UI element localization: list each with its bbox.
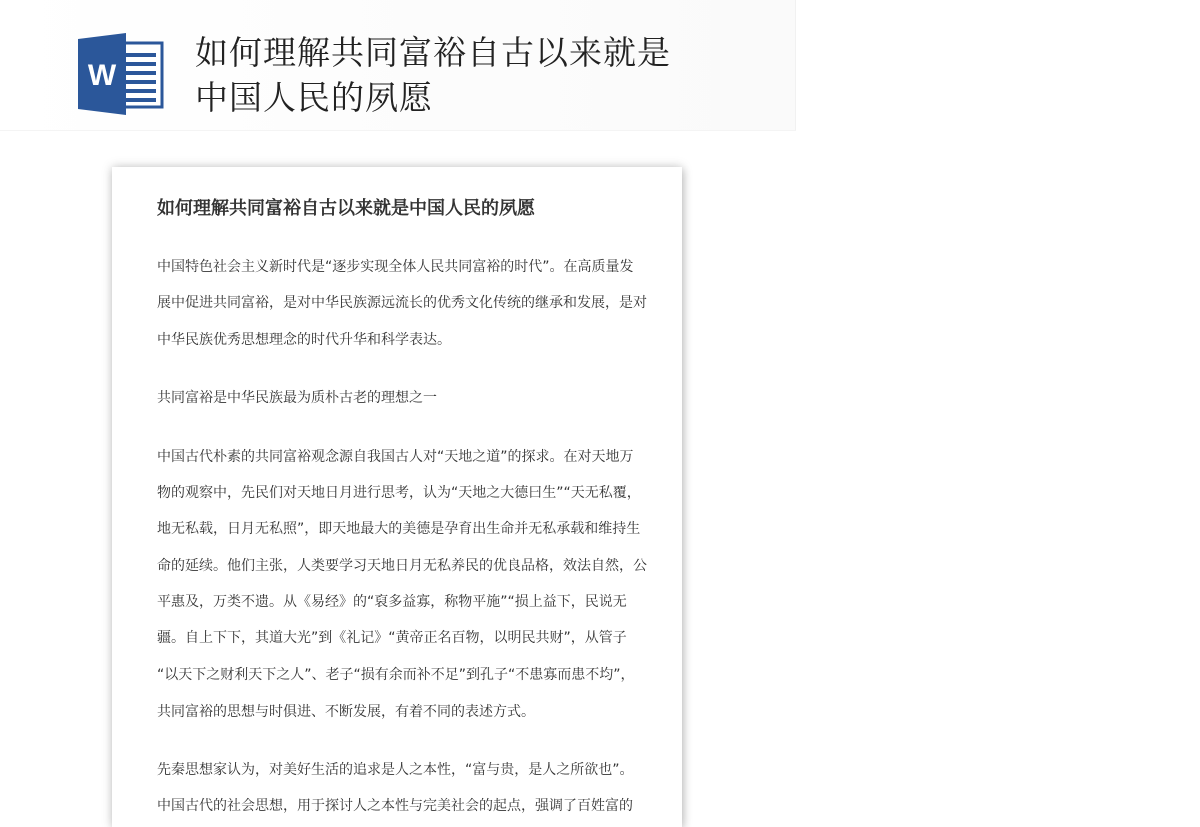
section-heading: 共同富裕是中华民族最为质朴古老的理想之一 xyxy=(157,390,437,406)
word-logo-letter: W xyxy=(87,59,117,92)
paragraph-line: 中国古代的社会思想，用于探讨人之本性与完美社会的起点，强调了百姓富的 xyxy=(157,798,633,814)
document-page-preview xyxy=(112,167,682,827)
document-title: 如何理解共同富裕自古以来就是中国人民的夙愿 xyxy=(157,198,535,219)
paragraph-line: 共同富裕的思想与时俱进、不断发展，有着不同的表述方式。 xyxy=(157,704,535,720)
paragraph-line: 地无私载，日月无私照”，即天地最大的美德是孕育出生命并无私承载和维持生 xyxy=(157,521,641,537)
header-title xyxy=(195,30,755,120)
paragraph-line: 物的观察中，先民们对天地日月进行思考，认为“天地之大德曰生”“天无私覆， xyxy=(157,485,641,501)
paragraph-line: 中华民族优秀思想理念的时代升华和科学表达。 xyxy=(157,332,451,348)
header-title-line-1: 如何理解共同富裕自古以来就是 xyxy=(195,33,671,72)
paragraph-line: 先秦思想家认为，对美好生活的追求是人之本性，“富与贵，是人之所欲也”。 xyxy=(157,762,634,778)
header-banner xyxy=(0,0,796,131)
paragraph-line: “以天下之财利天下之人”、老子“损有余而补不足”到孔子“不患寡而患不均”， xyxy=(157,667,635,683)
paragraph-line: 疆。自上下下，其道大光”到《礼记》“黄帝正名百物，以明民共财”，从管子 xyxy=(157,630,627,646)
word-document-icon xyxy=(78,33,164,115)
header-title-line-2: 中国人民的夙愿 xyxy=(195,78,433,117)
paragraph-line: 平惠及，万类不遗。从《易经》的“裒多益寡，称物平施”“损上益下，民说无 xyxy=(157,594,627,610)
paragraph-line: 命的延续。他们主张，人类要学习天地日月无私养民的优良品格，效法自然，公 xyxy=(157,558,647,574)
paragraph-line: 展中促进共同富裕，是对中华民族源远流长的优秀文化传统的继承和发展，是对 xyxy=(157,295,647,311)
paragraph-line: 中国古代朴素的共同富裕观念源自我国古人对“天地之道”的探求。在对天地万 xyxy=(157,449,634,465)
paragraph-line: 中国特色社会主义新时代是“逐步实现全体人民共同富裕的时代”。在高质量发 xyxy=(157,259,634,275)
